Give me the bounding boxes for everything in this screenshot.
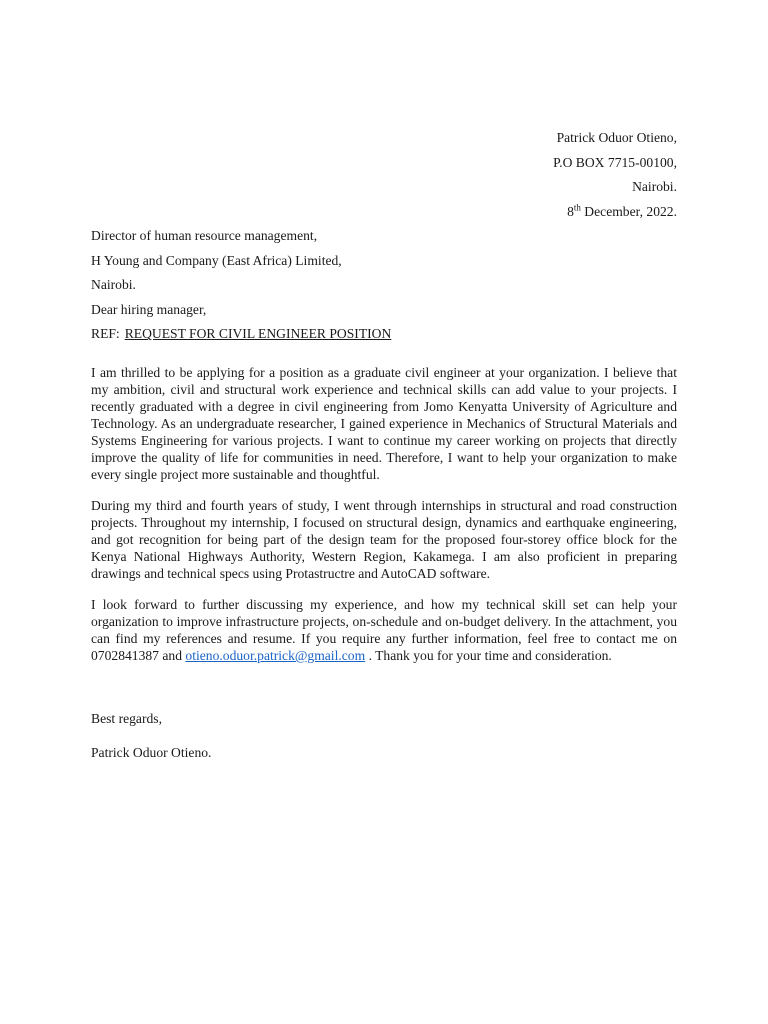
body-paragraph-3 (91, 596, 677, 664)
paragraph-3-text-start: I look forward to further discussing my experience, and how my technical skill set can help your organization to improve infrastructure projects, on-schedule and on-budget delivery. In the attachment, you can find my references and resume. If you require any further information, feel free to contact me on 0702841387 and (91, 597, 677, 663)
recipient-title: Director of human resource management, (91, 228, 318, 243)
sender-address-block (553, 126, 677, 224)
sender-name: Patrick Oduor Otieno, (556, 130, 677, 145)
closing-regards: Best regards, (91, 711, 162, 726)
recipient-address-block (91, 224, 391, 347)
date-day: 8 (567, 203, 574, 219)
recipient-company: H Young and Company (East Africa) Limited, (91, 252, 342, 268)
sender-city: Nairobi. (632, 179, 677, 195)
paragraph-3-text-end: . Thank you for your time and consideration. (365, 648, 612, 663)
closing-signature: Patrick Oduor Otieno. (91, 745, 212, 760)
date-rest: December, 2022. (580, 203, 677, 219)
reference-title: REQUEST FOR CIVIL ENGINEER POSITION (124, 326, 392, 342)
reference-label: REF: (91, 326, 120, 342)
letter-date (553, 200, 677, 225)
body-paragraph-2: During my third and fourth years of study, I went through internships in structural and road construction projects. Throughout my internship, I focused on structural design, dynamics and earthquake engineering, and got recognition for being part of the design team for the proposed four-storey office block for the Kenya National Highways Authority, Western Region, Kakamega. I am also proficient in preparing drawings and technical specs using Protastructre and AutoCAD software. (91, 498, 677, 581)
sender-po-box: P.O BOX 7715-00100, (553, 154, 677, 170)
body-paragraph-1: I am thrilled to be applying for a position as a graduate civil engineer at your organization. I believe that my ambition, civil and structural work experience and technical skills can add value to your projects. I recently graduated with a degree in civil engineering from Jomo Kenyatta University of Agriculture and Technology. As an undergraduate researcher, I gained experience in Mechanics of Structural Materials and Systems Engineering for various projects. I want to continue my career working on projects that directly improve the quality of life for communities in need. Therefore, I want to help your organization to make every single project more sustainable and thoughtful. (91, 365, 677, 482)
salutation: Dear hiring manager, (91, 301, 207, 317)
date-suffix: th (573, 202, 581, 213)
email-link[interactable]: otieno.oduor.patrick@gmail.com (185, 648, 366, 663)
reference-line (91, 322, 391, 347)
letter-body (91, 364, 677, 678)
recipient-city: Nairobi. (91, 277, 136, 293)
